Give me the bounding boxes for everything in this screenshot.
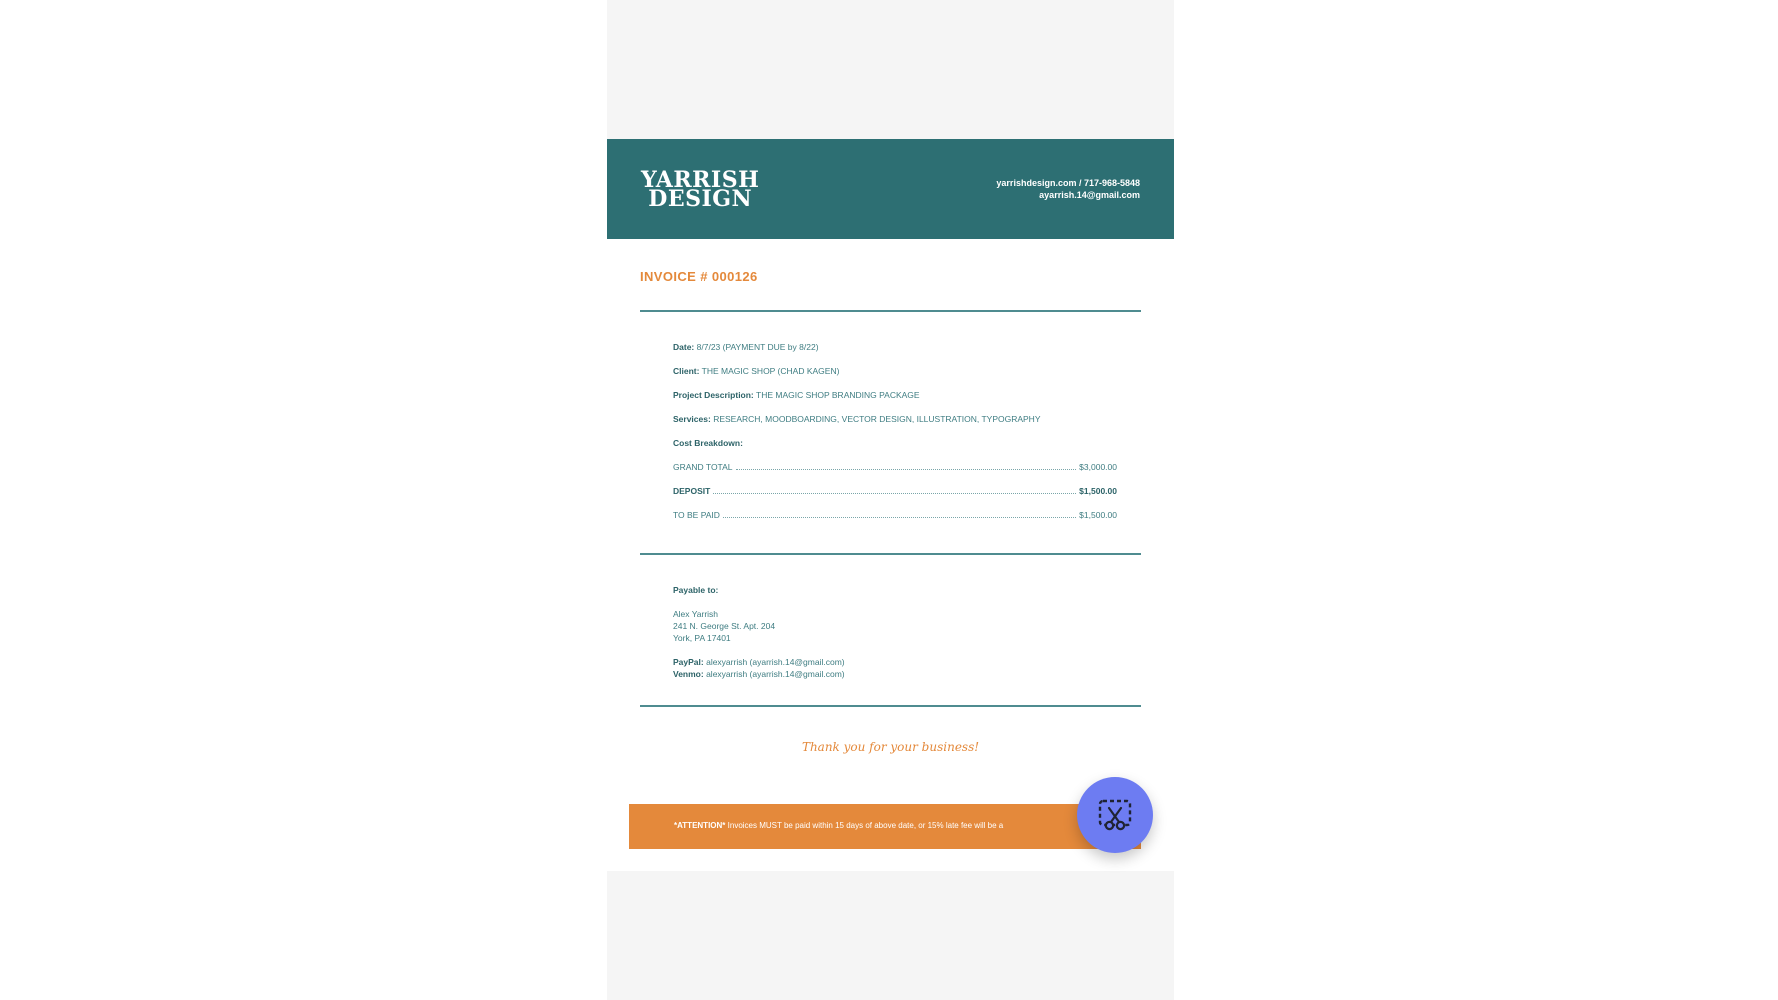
attention-label: *ATTENTION* bbox=[674, 821, 726, 830]
attention-banner bbox=[629, 804, 1141, 849]
divider bbox=[640, 553, 1141, 555]
paypal-value: alexyarrish (ayarrish.14@gmail.com) bbox=[706, 657, 845, 667]
venmo-line bbox=[673, 668, 845, 680]
detail-value: 8/7/23 (PAYMENT DUE by 8/22) bbox=[696, 342, 819, 352]
brand-logo bbox=[641, 167, 760, 212]
cost-label: GRAND TOTAL bbox=[673, 462, 733, 472]
payable-heading: Payable to: bbox=[673, 585, 719, 595]
address-line: Alex Yarrish bbox=[673, 609, 719, 619]
paypal-line bbox=[673, 656, 845, 668]
detail-value: RESEARCH, MOODBOARDING, VECTOR DESIGN, ILLUSTRATION, TYPOGRAPHY bbox=[713, 414, 1041, 424]
venmo-value: alexyarrish (ayarrish.14@gmail.com) bbox=[706, 669, 845, 679]
detail-label: Project Description: bbox=[673, 390, 754, 400]
detail-label: Services: bbox=[673, 414, 711, 424]
attention-text bbox=[674, 821, 1003, 830]
screenshot-capture-button[interactable] bbox=[1077, 777, 1153, 853]
logo-line-1: YARRISH bbox=[641, 167, 760, 193]
dot-leader bbox=[736, 462, 1077, 470]
detail-value: THE MAGIC SHOP BRANDING PACKAGE bbox=[756, 390, 920, 400]
detail-client bbox=[673, 366, 839, 376]
divider bbox=[640, 310, 1141, 312]
cost-row-grand-total bbox=[673, 462, 1117, 474]
address-line: York, PA 17401 bbox=[673, 633, 731, 643]
detail-value: THE MAGIC SHOP (CHAD KAGEN) bbox=[701, 366, 840, 376]
detail-date bbox=[673, 342, 819, 352]
contact-website-phone: yarrishdesign.com / 717-968-5848 bbox=[996, 178, 1140, 188]
detail-services bbox=[673, 414, 1041, 424]
cost-row-deposit bbox=[673, 486, 1117, 498]
cost-label: TO BE PAID bbox=[673, 510, 720, 520]
cost-amount: $3,000.00 bbox=[1079, 462, 1117, 472]
invoice-header bbox=[607, 139, 1174, 239]
detail-label: Client: bbox=[673, 366, 700, 376]
logo-line-2: DESIGN bbox=[648, 186, 753, 212]
cost-row-to-be-paid bbox=[673, 510, 1117, 522]
detail-project-description bbox=[673, 390, 920, 400]
cost-amount: $1,500.00 bbox=[1079, 510, 1117, 520]
cost-label: DEPOSIT bbox=[673, 486, 711, 496]
cost-breakdown-label: Cost Breakdown: bbox=[673, 438, 743, 448]
dot-leader bbox=[713, 486, 1076, 494]
detail-label: Date: bbox=[673, 342, 695, 352]
thank-you-message: Thank you for your business! bbox=[801, 740, 980, 754]
paypal-label: PayPal: bbox=[673, 657, 704, 667]
dot-leader bbox=[723, 510, 1076, 518]
venmo-label: Venmo: bbox=[673, 669, 704, 679]
cost-breakdown-heading bbox=[673, 438, 743, 448]
contact-info bbox=[996, 177, 1140, 201]
payment-methods bbox=[673, 656, 845, 680]
contact-email: ayarrish.14@gmail.com bbox=[1039, 190, 1140, 200]
divider bbox=[640, 705, 1141, 707]
attention-message: Invoices MUST be paid within 15 days of above date, or 15% late fee will be a bbox=[727, 821, 1004, 830]
cost-amount: $1,500.00 bbox=[1079, 486, 1117, 496]
screenshot-scissors-icon bbox=[1097, 798, 1133, 832]
invoice-number: INVOICE # 000126 bbox=[640, 269, 758, 284]
payee-address bbox=[673, 608, 775, 644]
address-line: 241 N. George St. Apt. 204 bbox=[673, 621, 776, 631]
invoice-document bbox=[607, 139, 1174, 871]
